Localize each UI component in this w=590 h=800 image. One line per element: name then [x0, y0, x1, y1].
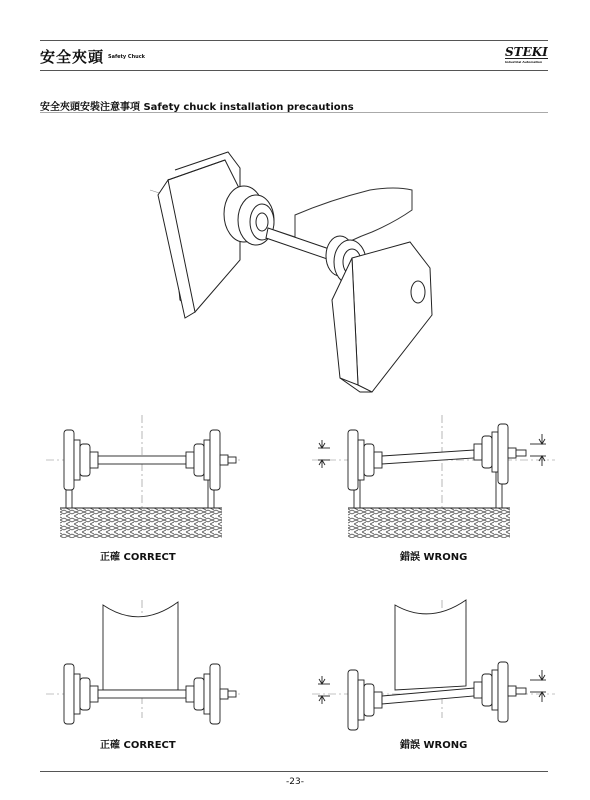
caption-wrong-bottom: 錯誤 WRONG: [400, 740, 468, 751]
brand-logo: STEKI: [505, 45, 548, 59]
caption-wrong-top: 錯誤 WRONG: [400, 552, 468, 563]
page-title-en: Safety Chuck: [108, 54, 146, 60]
diagram-correct-top: [46, 415, 240, 538]
diagram-wrong-bottom: [312, 600, 555, 730]
isometric-chuck-illustration: [150, 152, 432, 392]
caption-correct-top: 正確 CORRECT: [100, 552, 176, 563]
page-title-cn: 安全夾頭: [40, 48, 105, 66]
page-number: -23-: [286, 777, 304, 787]
footer-line: [40, 771, 548, 772]
brand-logo-subtitle: Industrial Automation: [505, 60, 543, 64]
section-title: 安全夾頭安裝注意事項 Safety chuck installation precautions: [40, 102, 354, 113]
diagram-correct-bottom: [46, 600, 240, 724]
caption-correct-bottom: 正確 CORRECT: [100, 740, 176, 751]
diagram-wrong-top: [312, 415, 555, 538]
